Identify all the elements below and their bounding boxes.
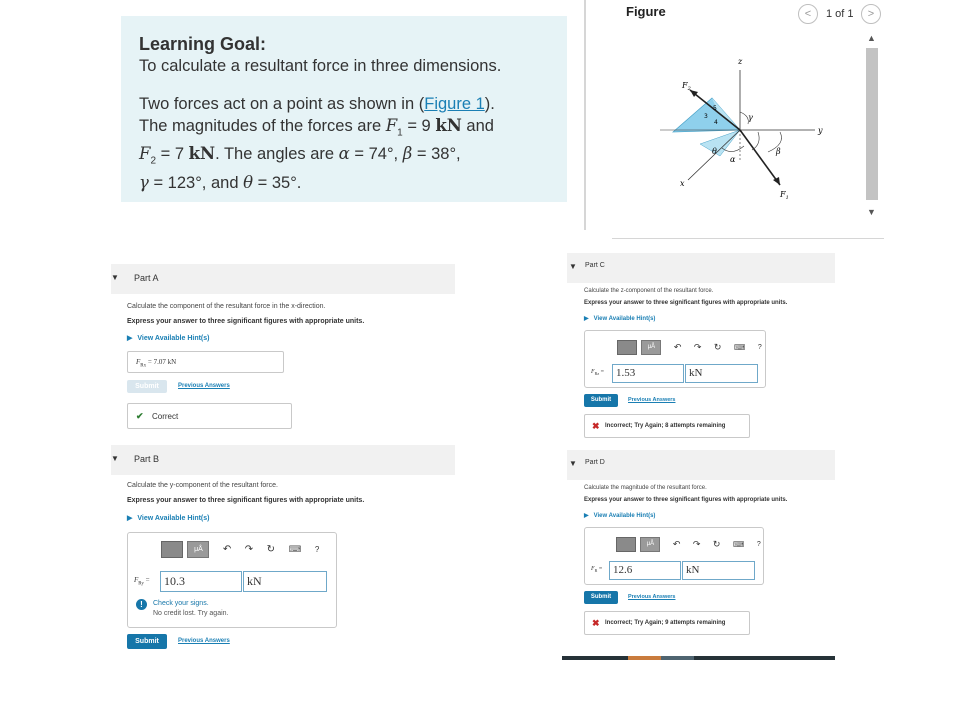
part-b-title: Part B [134, 454, 160, 464]
keyboard-icon[interactable]: ⌨ [288, 544, 302, 555]
part-a-submit-button: Submit [127, 380, 167, 393]
part-a-title: Part A [134, 273, 159, 283]
alpha-label: α [730, 155, 736, 164]
f1-label: $F_1$ [780, 190, 789, 201]
info-icon: ! [136, 599, 147, 610]
f2-label: $F_2$ [682, 81, 691, 92]
part-c-value-input[interactable]: 1.53 [612, 364, 684, 383]
part-a-question: Calculate the component of the resultant force in the x-direction. [127, 303, 326, 310]
undo-icon[interactable]: ↶ [672, 539, 681, 550]
caret-right-icon: ▶ [127, 515, 133, 522]
error-x-icon: ✖ [592, 421, 600, 431]
learning-goal-heading: Learning Goal: [139, 34, 267, 54]
figure-scrollbar[interactable] [865, 31, 879, 219]
learning-goal-panel [121, 16, 567, 202]
redo-icon[interactable]: ↷ [692, 539, 701, 550]
bottom-bar-segment-orange [628, 656, 661, 660]
units-button[interactable]: μÅ [187, 541, 209, 558]
undo-icon[interactable]: ↶ [673, 342, 682, 353]
templates-button[interactable] [616, 537, 636, 552]
part-d-answer-panel [584, 527, 764, 585]
part-d-title: Part D [585, 459, 605, 466]
ratio-4-label: 4 [714, 119, 718, 126]
collapse-icon: ▼ [111, 273, 119, 282]
part-c-units-input[interactable]: kN [685, 364, 758, 383]
part-d-value-input[interactable]: 12.6 [609, 561, 681, 580]
scroll-down-icon[interactable]: ▼ [867, 207, 876, 217]
part-c-status: Incorrect; Try Again; 8 attempts remaining [605, 423, 726, 429]
f1-arrowhead [773, 177, 780, 185]
figure-bottom-divider [612, 238, 884, 239]
y-label: y [818, 126, 823, 135]
help-icon[interactable]: ? [757, 344, 762, 352]
part-b-answer-panel [127, 532, 337, 628]
theta-label: θ [712, 147, 717, 156]
part-d-hint-link[interactable]: ▶ View Available Hint(s) [584, 513, 656, 519]
xy-shade [700, 130, 740, 156]
z-label: z [738, 57, 743, 66]
part-b-header[interactable] [111, 445, 455, 475]
part-b-question: Calculate the y-component of the resultant force. [127, 482, 278, 489]
part-d-status-box [584, 611, 750, 635]
reset-icon[interactable]: ↻ [713, 342, 722, 353]
part-b-toolbar [161, 541, 319, 559]
checkmark-icon: ✔ [136, 411, 144, 421]
x-label: x [680, 179, 685, 188]
part-b-feedback-text: No credit lost. Try again. [153, 610, 229, 617]
part-c-submit-button[interactable]: Submit [584, 394, 618, 407]
undo-icon[interactable]: ↶ [222, 544, 232, 556]
part-c-previous-answers-link[interactable]: Previous Answers [628, 397, 676, 403]
next-figure-button[interactable] [861, 4, 881, 24]
part-c-title: Part C [585, 262, 605, 269]
reset-icon[interactable]: ↻ [266, 544, 275, 556]
part-d-instruction: Express your answer to three significant figures with appropriate units. [584, 497, 788, 503]
part-d-toolbar [616, 536, 761, 554]
part-c-answer-panel [584, 330, 766, 388]
part-c-question: Calculate the z-component of the resultant force. [584, 288, 714, 294]
redo-icon[interactable]: ↷ [693, 342, 702, 353]
part-a-answer: $F_{Rx} = 7.07$ kN [136, 358, 177, 369]
part-c-header[interactable] [567, 253, 835, 283]
part-b-value-input[interactable]: 10.3 [160, 571, 242, 592]
keyboard-icon[interactable]: ⌨ [733, 343, 746, 353]
part-d-previous-answers-link[interactable]: Previous Answers [628, 594, 676, 600]
caret-right-icon: ▶ [584, 513, 589, 519]
figure-link[interactable]: Figure 1 [424, 95, 485, 113]
collapse-icon: ▼ [569, 459, 577, 468]
part-b-previous-answers-link[interactable]: Previous Answers [178, 638, 230, 644]
prev-figure-button[interactable] [798, 4, 818, 24]
beta-label: β [776, 147, 781, 156]
bottom-bar-segment-slate [661, 656, 694, 660]
part-c-instruction: Express your answer to three significant figures with appropriate units. [584, 300, 788, 306]
part-a-header[interactable] [111, 264, 455, 294]
help-icon[interactable]: ? [756, 541, 761, 549]
f1-arrow [740, 130, 780, 185]
part-d-status: Incorrect; Try Again; 9 attempts remaining [605, 620, 726, 626]
reset-icon[interactable]: ↻ [712, 539, 721, 550]
part-a-previous-answers-link[interactable]: Previous Answers [178, 383, 230, 389]
templates-button[interactable] [617, 340, 637, 355]
caret-right-icon: ▶ [584, 316, 589, 322]
redo-icon[interactable]: ↷ [244, 544, 254, 556]
learning-goal-text: To calculate a resultant force in three dimensions. [139, 57, 502, 75]
part-b-feedback-title: Check your signs. [153, 600, 209, 607]
force-diagram [640, 40, 840, 210]
force-diagram-svg [640, 40, 840, 210]
figure-page-count: 1 of 1 [826, 8, 854, 20]
part-a-answer-box [127, 351, 284, 373]
part-c-toolbar [617, 339, 762, 357]
units-button[interactable]: μÅ [640, 537, 660, 552]
collapse-icon: ▼ [569, 262, 577, 271]
part-c-hint-link[interactable]: ▶ View Available Hint(s) [584, 316, 656, 322]
units-button[interactable]: μÅ [641, 340, 661, 355]
error-x-icon: ✖ [592, 618, 600, 628]
problem-statement: Two forces act on a point as shown in (Figure 1). The magnitudes of the forces are $F_1 = 9$ kN and $F_2 = 7$ kN. The angles are α = 74°, β = 38°, γ = 123°, and θ = 35°. [139, 95, 495, 192]
part-a-status-box [127, 403, 292, 429]
gamma-label: γ [748, 113, 753, 122]
part-d-answer-label: $F_R$ = [591, 566, 603, 574]
figure-title: Figure [626, 4, 666, 19]
ratio-5-label: 5 [713, 105, 717, 112]
collapse-icon: ▼ [111, 454, 119, 463]
chevron-right-icon: > [867, 8, 875, 20]
part-d-question: Calculate the magnitude of the resultant force. [584, 485, 707, 491]
panel-divider [584, 0, 586, 230]
part-b-instruction: Express your answer to three significant figures with appropriate units. [127, 497, 365, 504]
caret-right-icon: ▶ [127, 335, 133, 342]
part-a-instruction: Express your answer to three significant figures with appropriate units. [127, 318, 365, 325]
part-a-status: Correct [152, 412, 179, 421]
part-d-units-input[interactable]: kN [682, 561, 755, 580]
part-c-status-box [584, 414, 750, 438]
keyboard-icon[interactable]: ⌨ [732, 540, 745, 550]
ratio-3-label: 3 [704, 113, 708, 120]
part-a-hint-link[interactable]: ▶ View Available Hint(s) [127, 335, 210, 342]
part-b-hint-link[interactable]: ▶ View Available Hint(s) [127, 515, 210, 522]
part-b-answer-label: $F_{Ry}$ = [134, 576, 150, 587]
part-b-units-input[interactable]: kN [243, 571, 327, 592]
scroll-thumb[interactable] [866, 48, 878, 200]
chevron-left-icon: < [804, 8, 812, 20]
bottom-bar [562, 656, 835, 660]
part-d-submit-button[interactable]: Submit [584, 591, 618, 604]
part-d-header[interactable] [567, 450, 835, 480]
help-icon[interactable]: ? [314, 545, 320, 555]
part-c-answer-label: $F_{Rz}$ = [591, 369, 605, 377]
scroll-up-icon[interactable]: ▲ [867, 33, 876, 43]
templates-button[interactable] [161, 541, 183, 558]
part-b-submit-button[interactable]: Submit [127, 634, 167, 649]
